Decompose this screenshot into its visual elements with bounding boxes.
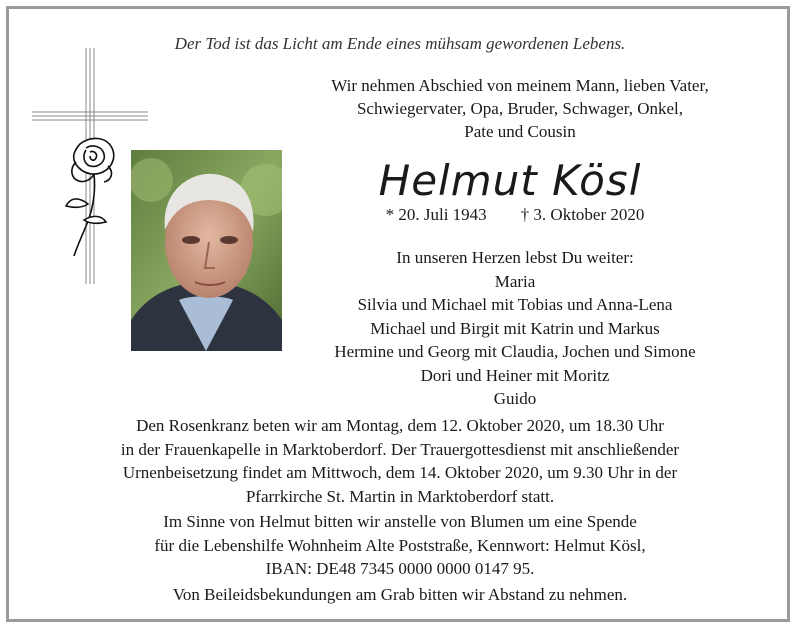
closing-note: Von Beileidsbekundungen am Grab bitten wir Abstand zu nehmen. (172, 585, 628, 604)
service-line: Pfarrkirche St. Martin in Marktoberdorf statt. (245, 486, 555, 506)
family-line: Guido (493, 389, 537, 408)
family-line: Maria (494, 271, 536, 291)
service-line: Urnenbeisetzung findet am Mittwoch, dem 14. Oktober 2020, um 9.30 Uhr in der (122, 463, 678, 482)
deceased-name: Helmut Kösl (378, 156, 642, 205)
birth-date: * 20. Juli 1943 (385, 205, 487, 224)
life-dates (300, 205, 730, 225)
farewell-line: Pate und Cousin (464, 122, 576, 141)
service-line: in der Frauenkapelle in Marktoberdorf. Der Trauergottesdienst mit anschließender (120, 439, 680, 459)
family-line: Hermine und Georg mit Claudia, Jochen und Simone (334, 342, 696, 361)
hearts-intro: In unseren Herzen lebst Du weiter: (396, 248, 634, 267)
portrait-photo (131, 150, 282, 351)
farewell-line: Wir nehmen Abschied von meinem Mann, lieben Vater, (331, 76, 709, 95)
service-info (0, 414, 800, 508)
mourners-list (270, 246, 760, 411)
donation-line: für die Lebenshilfe Wohnheim Alte Poststraße, Kennwort: Helmut Kösl, (154, 535, 646, 555)
family-line: Dori und Heiner mit Moritz (420, 365, 610, 385)
farewell-line: Schwiegervater, Opa, Bruder, Schwager, Onkel, (356, 99, 684, 118)
death-date: † 3. Oktober 2020 (520, 205, 645, 224)
donation-line: Im Sinne von Helmut bitten wir anstelle von Blumen um eine Spende (163, 512, 637, 531)
quote: Der Tod ist das Licht am Ende eines mühsam gewordenen Lebens. (174, 34, 626, 53)
donation-info (0, 510, 800, 581)
family-line: Michael und Birgit mit Katrin und Markus (370, 318, 660, 338)
farewell-text (250, 74, 790, 143)
family-line: Silvia und Michael mit Tobias und Anna-Lena (357, 295, 673, 314)
donation-line: IBAN: DE48 7345 0000 0000 0147 95. (265, 559, 535, 578)
service-line: Den Rosenkranz beten wir am Montag, dem 12. Oktober 2020, um 18.30 Uhr (136, 416, 664, 435)
